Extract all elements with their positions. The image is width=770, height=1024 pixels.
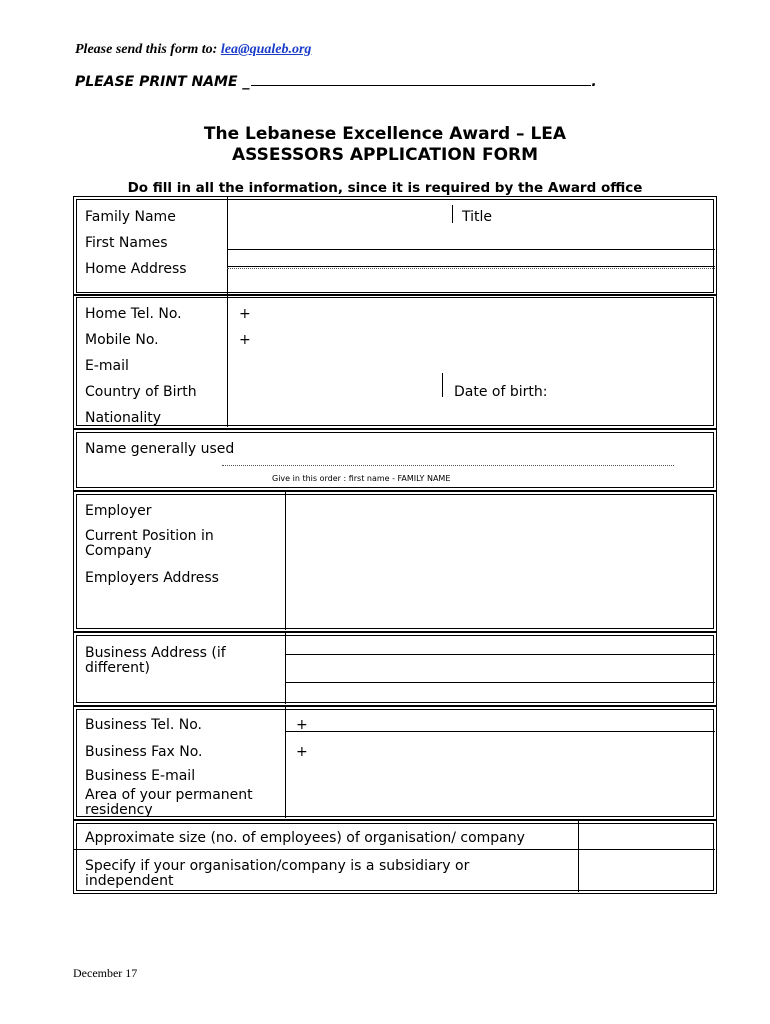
org-size-label: Approximate size (no. of employees) of organisation/ company [85, 830, 525, 846]
divider [227, 266, 715, 267]
personal-section [73, 196, 717, 296]
send-instruction [75, 42, 311, 58]
divider [227, 197, 228, 294]
divider [452, 205, 453, 223]
position-label: Current Position in Company [85, 528, 214, 559]
instruction-text: Do fill in all the information, since it is required by the Award office [127, 180, 643, 196]
organisation-section [73, 820, 717, 894]
divider [285, 707, 286, 818]
business-tel-prefix: + [296, 717, 308, 733]
divider [285, 633, 286, 704]
employer-label: Employer [85, 503, 152, 519]
business-address-section [73, 632, 717, 706]
home-tel-prefix: + [239, 306, 251, 322]
footer-date: December 17 [73, 966, 138, 980]
print-name-label: PLEASE PRINT NAME _ [75, 74, 250, 90]
divider [227, 268, 715, 269]
business-contact-section [73, 706, 717, 820]
employment-section [73, 491, 717, 632]
contact-section [73, 294, 717, 429]
name-used-section [73, 429, 717, 491]
divider [578, 821, 579, 892]
business-email-label: Business E-mail [85, 768, 196, 784]
name-used-hint: Give in this order : first name - FAMILY NAME [272, 474, 451, 483]
name-used-label: Name generally used [85, 441, 235, 457]
send-prefix: Please send this form to: [75, 42, 218, 57]
divider [227, 249, 715, 250]
mobile-prefix: + [239, 332, 251, 348]
home-address-label: Home Address [85, 261, 187, 277]
employers-address-label: Employers Address [85, 570, 219, 586]
residency-label: Area of your permanent residency [85, 787, 253, 818]
business-fax-label: Business Fax No. [85, 744, 203, 760]
business-tel-label: Business Tel. No. [85, 717, 203, 733]
family-name-label: Family Name [85, 209, 176, 225]
divider [227, 295, 228, 427]
divider [442, 373, 443, 397]
email-link[interactable]: lea@qualeb.org [220, 42, 312, 57]
print-name-line [75, 73, 597, 90]
title-label: Title [462, 209, 493, 225]
home-tel-label: Home Tel. No. [85, 306, 182, 322]
nationality-label: Nationality [85, 410, 162, 426]
country-of-birth-label: Country of Birth [85, 384, 197, 400]
date-of-birth-label: Date of birth: [454, 384, 548, 400]
divider [285, 731, 715, 732]
print-name-field[interactable] [251, 73, 591, 86]
divider [285, 682, 715, 683]
form-title: The Lebanese Excellence Award – LEA [203, 124, 567, 144]
form-subtitle: ASSESSORS APPLICATION FORM [231, 145, 539, 165]
email-label: E-mail [85, 358, 129, 374]
divider [74, 849, 715, 850]
name-used-field [222, 465, 674, 466]
divider [285, 654, 715, 655]
first-names-label: First Names [85, 235, 168, 251]
business-fax-prefix: + [296, 744, 308, 760]
print-name-end: . [591, 74, 597, 90]
divider [285, 492, 286, 630]
mobile-label: Mobile No. [85, 332, 159, 348]
subsidiary-label: Specify if your organisation/company is a subsidiary or independent [85, 858, 470, 889]
business-address-label: Business Address (if different) [85, 645, 226, 676]
